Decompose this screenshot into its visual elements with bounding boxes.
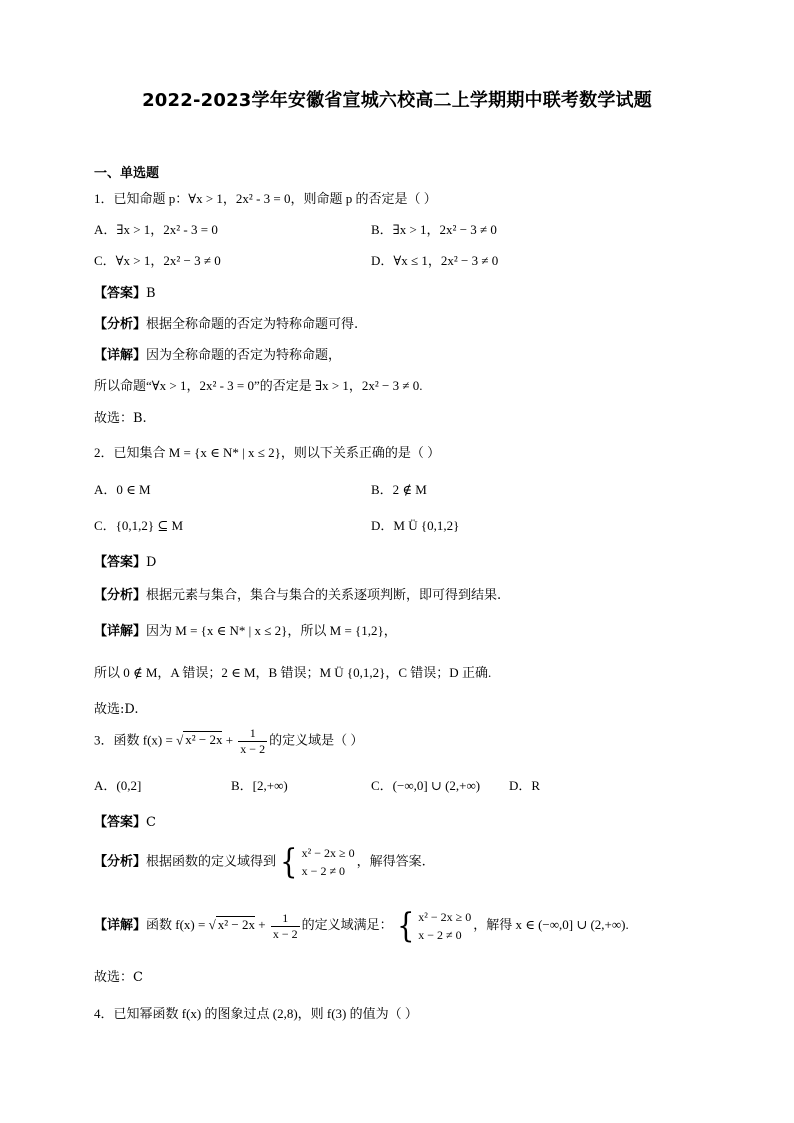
question-1-choose: 故选：B. bbox=[94, 411, 147, 426]
fraction-numerator: 1 bbox=[271, 911, 300, 927]
analysis-suffix: ，解得答案. bbox=[356, 854, 426, 870]
answer-value: C bbox=[146, 815, 156, 830]
fraction-numerator: 1 bbox=[238, 726, 267, 742]
question-4-stem: 4．已知幂函数 f(x) 的图象过点 (2,8)，则 f(3) 的值为（ ） bbox=[94, 1006, 418, 1021]
fraction-denominator: x − 2 bbox=[272, 926, 298, 941]
question-3-option-b: B．[2,+∞) bbox=[231, 778, 288, 793]
detail-tag: 【详解】 bbox=[94, 624, 147, 639]
system-line-1: x² − 2x ≥ 0 bbox=[301, 846, 355, 860]
answer-tag: 【答案】 bbox=[94, 815, 147, 830]
analysis-tag: 【分析】 bbox=[94, 854, 147, 870]
question-3-option-c: C．(−∞,0] ∪ (2,+∞) bbox=[371, 778, 481, 793]
question-3-detail: 【详解】函数 f(x) = √ x² − 2x + $\frac{1}{x - 2}$ 的定义域满足： { x² − 2x ≥ 0 x − 2 ≠ 0 ，解得 x ∈ (−∞,0] ∪ (2,+∞). bbox=[94, 906, 629, 946]
detail-text: 因为全称命题的否定为特称命题， bbox=[146, 348, 342, 363]
question-1-stem: 1．已知命题 p：∀x > 1，2x² - 3 = 0，则命题 p 的否定是（ ） bbox=[94, 191, 437, 206]
answer-tag: 【答案】 bbox=[94, 555, 147, 570]
detail-tag: 【详解】 bbox=[94, 348, 147, 363]
question-3-analysis bbox=[94, 844, 426, 880]
system-line-1: x² − 2x ≥ 0 bbox=[418, 910, 472, 924]
fraction-denominator: x − 2 bbox=[240, 742, 266, 756]
fraction bbox=[271, 911, 300, 942]
system-line-2: x − 2 ≠ 0 bbox=[301, 864, 346, 878]
answer-tag: 【答案】 bbox=[94, 286, 147, 301]
question-3-option-a: A．(0,2] bbox=[94, 778, 142, 793]
question-2-choose: 故选:D. bbox=[94, 702, 139, 717]
analysis-text: 根据函数的定义域得到 bbox=[146, 854, 277, 870]
question-1-option-d: D．∀x ≤ 1，2x² − 3 ≠ 0 bbox=[371, 253, 499, 268]
analysis-tag: 【分析】 bbox=[94, 588, 147, 603]
question-1-detail-line2: 所以命题“∀x > 1，2x² - 3 = 0”的否定是 ∃x > 1，2x² − 3 ≠ 0. bbox=[94, 378, 423, 393]
detail-tag: 【详解】 bbox=[94, 917, 147, 933]
question-3-stem: 3．函数 f(x) = √ x² − 2x + $\frac{1}{x - 2}$ 的定义域是（ ） bbox=[94, 726, 364, 756]
detail-suffix: ，解得 x ∈ (−∞,0] ∪ (2,+∞). bbox=[473, 916, 629, 932]
sqrt-body: x² − 2x bbox=[217, 916, 255, 932]
analysis-text: 根据全称命题的否定为特称命题可得. bbox=[146, 317, 359, 332]
question-3-choose: 故选：C bbox=[94, 970, 143, 985]
question-1-option-c: C．∀x > 1，2x² − 3 ≠ 0 bbox=[94, 253, 221, 268]
detail-prefix: 函数 f(x) = bbox=[146, 916, 209, 932]
equation-system bbox=[395, 908, 472, 944]
question-3-option-d: D．R bbox=[509, 778, 541, 793]
question-2-option-d: D．M Ü {0,1,2} bbox=[371, 518, 460, 533]
question-3-answer bbox=[94, 811, 156, 830]
question-2-option-c: C．{0,1,2} ⊆ M bbox=[94, 518, 184, 533]
question-1-option-a: A．∃x > 1，2x² - 3 = 0 bbox=[94, 222, 218, 237]
sqrt-sign: √ bbox=[208, 916, 216, 932]
brace-glyph: { bbox=[396, 906, 415, 946]
stem-prefix: 3．函数 f(x) = bbox=[94, 732, 177, 748]
brace-glyph: { bbox=[280, 842, 298, 882]
question-2-option-a: A．0 ∈ M bbox=[94, 482, 151, 497]
sqrt-body: x² − 2x bbox=[185, 732, 223, 748]
detail-middle: 的定义域满足： bbox=[301, 916, 393, 932]
answer-value: B bbox=[146, 286, 156, 301]
equation-system bbox=[278, 844, 355, 880]
analysis-text: 根据元素与集合，集合与集合的关系逐项判断，即可得到结果. bbox=[146, 588, 502, 603]
detail-text: 因为 M = {x ∈ N* | x ≤ 2}，所以 M = {1,2}， bbox=[146, 623, 397, 638]
question-2-analysis bbox=[94, 584, 501, 603]
question-1-answer bbox=[94, 282, 156, 301]
question-2-answer bbox=[94, 551, 156, 570]
answer-value: D bbox=[146, 555, 157, 570]
fraction bbox=[238, 726, 267, 757]
section-heading: 一、单选题 bbox=[94, 166, 160, 181]
sqrt-sign: √ bbox=[176, 732, 184, 748]
question-2-detail-line2: 所以 0 ∉ M，A 错误；2 ∈ M，B 错误；M Ü {0,1,2}，C 错误；D 正确. bbox=[94, 665, 492, 680]
page-title: 2022-2023学年安徽省宣城六校高二上学期期中联考数学试题 bbox=[142, 90, 652, 111]
question-1-analysis bbox=[94, 313, 358, 332]
analysis-tag: 【分析】 bbox=[94, 317, 147, 332]
question-2-stem: 2．已知集合 M = {x ∈ N* | x ≤ 2}，则以下关系正确的是（ ） bbox=[94, 445, 441, 460]
question-1-detail bbox=[94, 344, 341, 363]
question-1-option-b: B．∃x > 1，2x² − 3 ≠ 0 bbox=[371, 222, 497, 237]
question-2-option-b: B．2 ∉ M bbox=[371, 482, 427, 497]
stem-suffix: 的定义域是（ ） bbox=[269, 732, 364, 748]
system-line-2: x − 2 ≠ 0 bbox=[418, 928, 462, 942]
question-2-detail bbox=[94, 620, 397, 639]
